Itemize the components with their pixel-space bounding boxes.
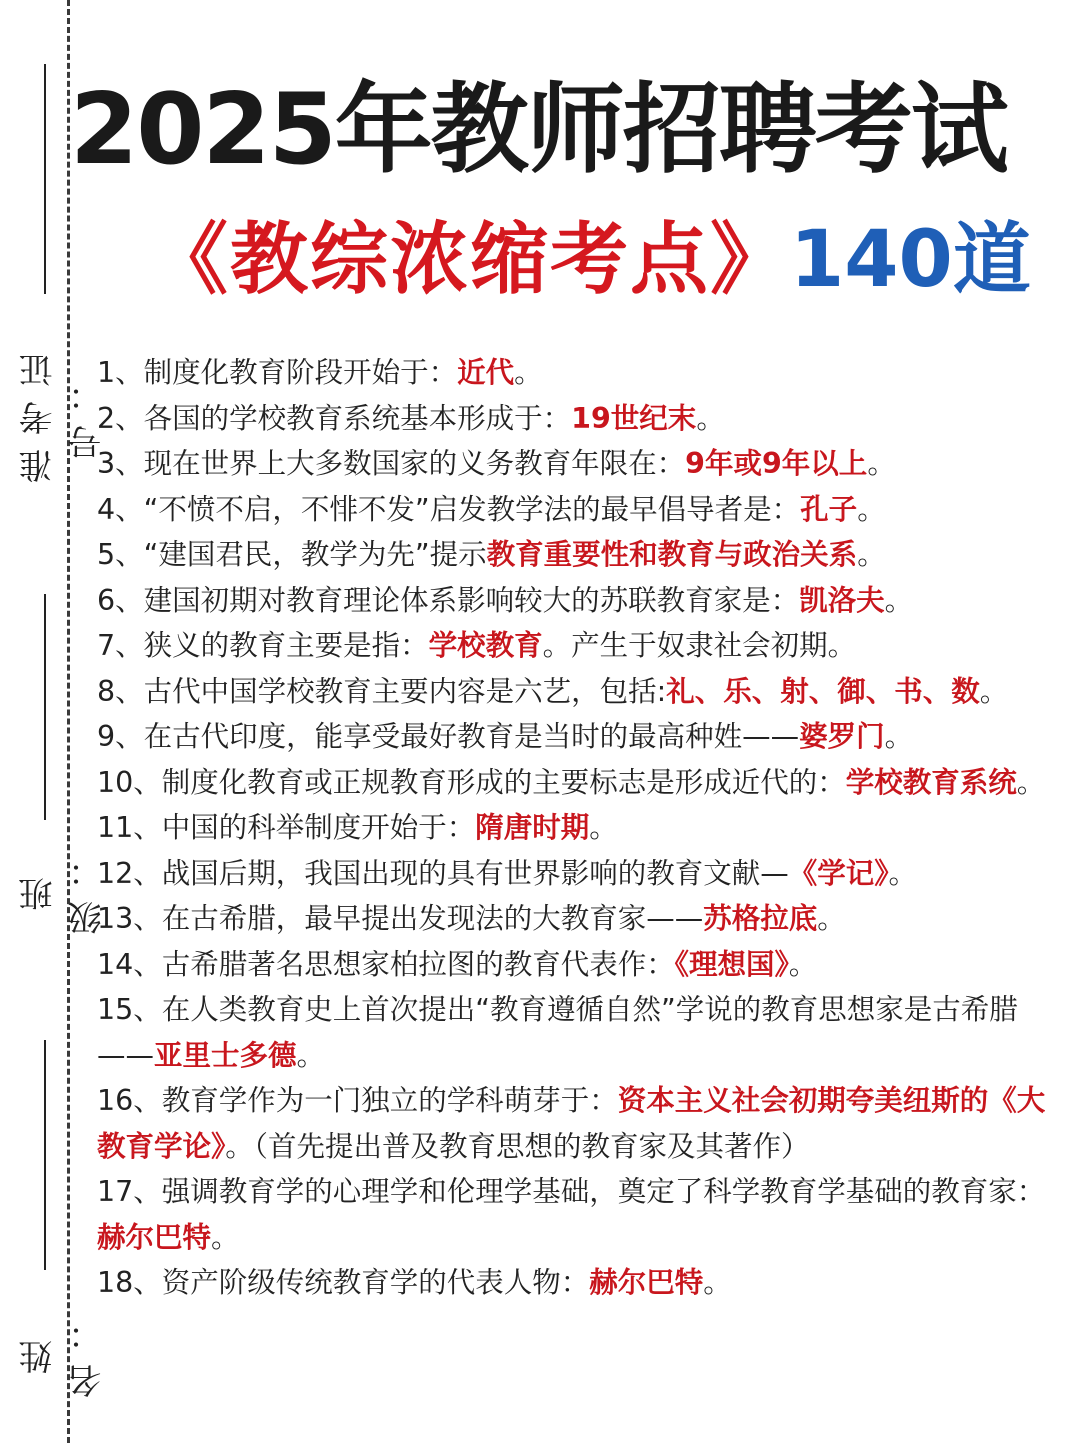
answer-text: 学校教育系统 xyxy=(845,765,1017,799)
answer-text: 9年或9年以上 xyxy=(685,447,868,480)
question-tail: 。 xyxy=(589,811,618,844)
list-item xyxy=(97,942,1057,988)
list-item xyxy=(97,532,1057,578)
name-blank-line[interactable] xyxy=(44,1040,46,1270)
list-item xyxy=(97,396,1057,442)
question-tail: 。 xyxy=(211,1220,240,1254)
list-item xyxy=(97,987,1057,1078)
question-tail: 。 xyxy=(296,1038,326,1072)
question-text: 16、教育学作为一门独立的学科萌芽于： xyxy=(97,1084,618,1117)
question-text: 18、资产阶级传统教育学的代表人物： xyxy=(97,1266,590,1299)
answer-text: 教育重要性和教育与政治关系 xyxy=(486,538,858,571)
question-tail: 。 xyxy=(703,1266,732,1299)
answer-text: 资本主义社会初期夸美纽斯的《大教育学论》 xyxy=(97,1084,1046,1163)
list-item xyxy=(97,441,1057,487)
list-item xyxy=(97,1169,1057,1260)
answer-text: 19世纪末 xyxy=(571,401,697,435)
question-text: 5、“建国君民，教学为先”提示 xyxy=(97,538,487,571)
list-item xyxy=(97,760,1057,806)
question-tail: 。 xyxy=(788,947,818,981)
list-item xyxy=(97,487,1057,533)
question-tail: 。 xyxy=(857,538,886,571)
question-tail: 。产生于奴隶社会初期。 xyxy=(542,629,857,662)
question-tail: 。 xyxy=(867,447,896,480)
question-list xyxy=(97,350,1057,1306)
answer-text: 隋唐时期 xyxy=(475,811,590,844)
cut-line xyxy=(67,0,70,1443)
answer-text: 《学记》 xyxy=(788,856,889,890)
subtitle-count: 140道 xyxy=(790,215,1031,305)
list-item xyxy=(97,851,1057,897)
answer-text: 亚里士多德 xyxy=(154,1038,297,1072)
answer-text: 孔子 xyxy=(800,492,858,526)
list-item xyxy=(97,1260,1057,1306)
question-tail: 。 xyxy=(696,401,725,435)
name-label: 姓名： xyxy=(19,1302,108,1398)
question-text: 3、现在世界上大多数国家的义务教育年限在： xyxy=(97,447,686,480)
question-tail: 。 xyxy=(884,583,914,617)
question-text: 13、在古希腊，最早提出发现法的大教育家—— xyxy=(97,902,704,935)
list-item xyxy=(97,350,1057,396)
page-subtitle xyxy=(150,215,1050,305)
list-item xyxy=(97,805,1057,851)
class-blank-line[interactable] xyxy=(44,594,46,820)
list-item xyxy=(97,896,1057,942)
answer-text: 学校教育 xyxy=(428,629,543,662)
question-text: 8、古代中国学校教育主要内容是六艺，包括: xyxy=(97,674,667,708)
question-text: 2、各国的学校教育系统基本形成于： xyxy=(97,401,572,435)
question-text: 12、战国后期，我国出现的具有世界影响的教育文献— xyxy=(97,856,789,890)
question-text: 7、狭义的教育主要是指： xyxy=(97,629,429,662)
exam-number-blank-line[interactable] xyxy=(44,64,46,294)
question-tail: 。 xyxy=(817,902,846,935)
question-tail: 。 xyxy=(888,856,918,890)
question-text: 14、古希腊著名思想家柏拉图的教育代表作： xyxy=(97,947,675,981)
list-item xyxy=(97,669,1057,715)
question-tail: 。 xyxy=(979,674,1009,708)
question-text: 11、中国的科举制度开始于： xyxy=(97,811,476,844)
question-tail: 。 xyxy=(857,492,886,526)
question-text: 4、“不愤不启，不悱不发”启发教学法的最早倡导者是： xyxy=(97,492,801,526)
answer-text: 近代 xyxy=(457,356,515,389)
answer-text: 苏格拉底 xyxy=(703,902,818,935)
question-text: 17、强调教育学的心理学和伦理学基础，奠定了科学教育学基础的教育家： xyxy=(97,1175,1046,1208)
question-tail: 。（首先提出普及教育思想的教育家及其著作） xyxy=(225,1129,810,1163)
answer-text: 赫尔巴特 xyxy=(97,1220,212,1254)
question-text: 9、在古代印度，能享受最好教育是当时的最高种姓—— xyxy=(97,720,800,753)
answer-text: 礼、乐、射、御、书、数 xyxy=(666,674,980,708)
answer-text: 赫尔巴特 xyxy=(589,1266,704,1299)
question-text: 15、在人类教育史上首次提出“教育遵循自然”学说的教育思想家是古希腊—— xyxy=(97,993,1018,1072)
subtitle-book-name: 《教综浓缩考点》 xyxy=(150,215,791,305)
question-text: 1、制度化教育阶段开始于： xyxy=(97,356,458,389)
exam-number-label: 准考证号： xyxy=(19,339,108,483)
list-item xyxy=(97,1078,1057,1169)
answer-text: 凯洛夫 xyxy=(799,583,885,617)
list-item xyxy=(97,578,1057,624)
list-item xyxy=(97,623,1057,669)
question-text: 6、建国初期对教育理论体系影响较大的苏联教育家是： xyxy=(97,583,800,617)
answer-text: 《理想国》 xyxy=(674,947,789,981)
question-tail: 。 xyxy=(1016,765,1046,799)
question-text: 10、制度化教育或正规教育形成的主要标志是形成近代的： xyxy=(97,765,846,799)
list-item xyxy=(97,714,1057,760)
class-label: 班级： xyxy=(19,839,108,935)
question-tail: 。 xyxy=(514,356,543,389)
answer-text: 婆罗门 xyxy=(799,720,885,753)
page-title: 2025年教师招聘考试 xyxy=(70,73,1007,187)
question-tail: 。 xyxy=(884,720,914,753)
